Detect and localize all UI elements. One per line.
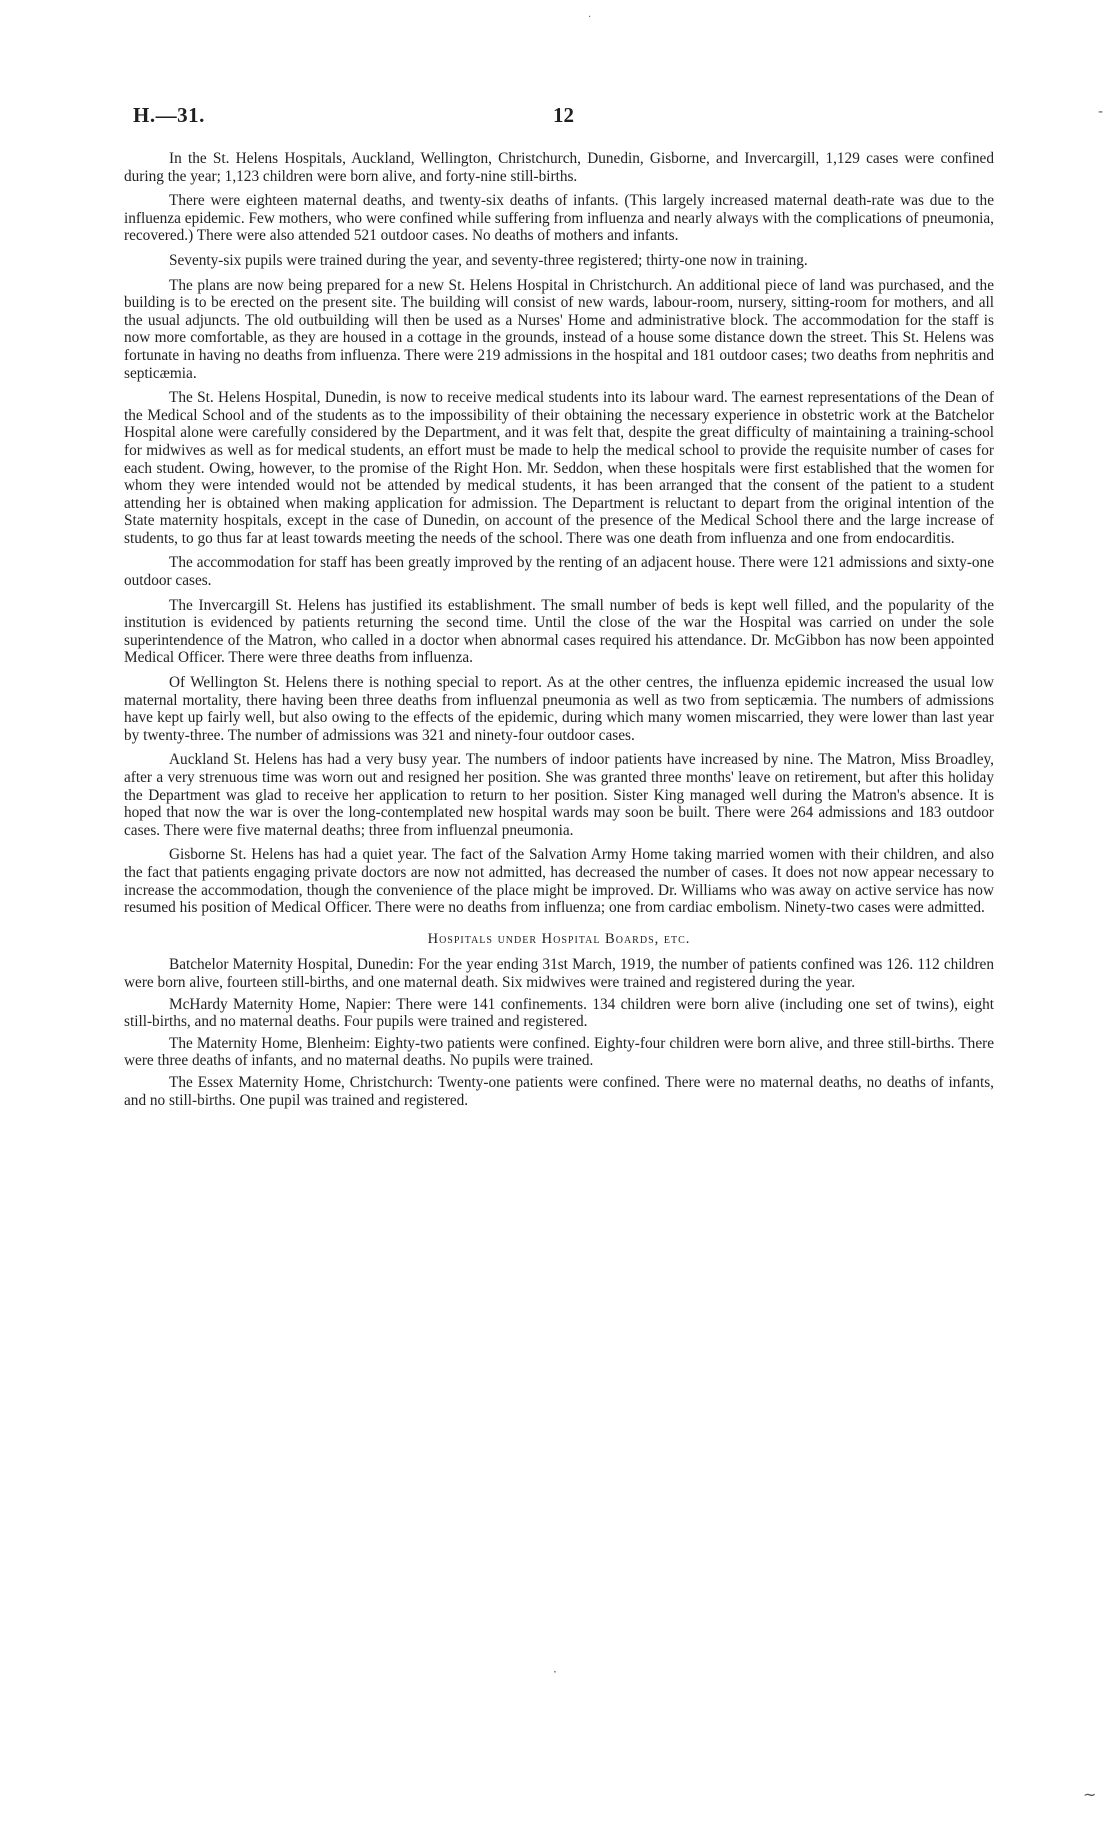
paragraph: Of Wellington St. Helens there is nothing special to report. As at the other centres, the influenza epidemic increased the usual low maternal mortality, there having been three deaths from influenzal pneumonia as well as two from septicæmia. The numbers of admissions have kept up fairly well, but also owing to the effects of the epidemic, during which many women miscarried, they were lower than last year by twenty-three. The number of admissions was 321 and ninety-four outdoor cases. (124, 674, 994, 744)
paragraph: Seventy-six pupils were trained during the year, and seventy-three registered; thirty-one now in training. (169, 251, 808, 269)
paragraph: The accommodation for staff has been greatly improved by the renting of an adjacent house. There were 121 admissions and sixty-one outdoor cases. (124, 554, 994, 590)
page-number: 12 (553, 103, 574, 127)
section-heading: Hospitals under Hospital Boards, etc. (427, 930, 691, 947)
hospital-entry: The Maternity Home, Blenheim: Eighty-two patients were confined. Eighty-four children were born alive, and three still-births. There were three deaths of infants, and no maternal deaths. No pupils were trained. (124, 1034, 994, 1070)
hospital-entry: The Essex Maternity Home, Christchurch: Twenty-one patients were confined. There were no maternal deaths, no deaths of infants, and no still-births. One pupil was trained and registered. (124, 1073, 994, 1109)
document-reference: H.—31. (133, 103, 205, 127)
scan-mark: ~ (1083, 1785, 1097, 1804)
paragraph: Auckland St. Helens has had a very busy year. The numbers of indoor patients have increased by nine. The Matron, Miss Broadley, after a very strenuous time was worn out and resigned her position. She was granted three months' leave on retirement, but after this holiday the Department was glad to receive her application to return to her position. Sister King managed well during the Matron's absence. It is hoped that now the war is over the long-contemplated new hospital wards may soon be built. There were 264 admissions and 183 outdoor cases. There were five maternal deaths; three from influenzal pneumonia. (124, 751, 994, 839)
hospital-entry: Batchelor Maternity Hospital, Dunedin: For the year ending 31st March, 1919, the number of patients confined was 126. 112 children were born alive, fourteen still-births, and one maternal death. Six midwives were trained and registered during the year. (124, 956, 994, 991)
scan-mark: · (553, 1665, 557, 1679)
paragraph: The St. Helens Hospital, Dunedin, is now to receive medical students into its labour ward. The earnest representations of the Dean of the Medical School and of the students as to the impossibility of their obtaining the necessary experience in obstetric work at the Batchelor Hospital alone were carefully considered by the Department, and it was felt that, despite the great difficulty of maintaining a training-school for midwives as well as for medical students, an effort must be made to help the medical school to provide the requisite number of cases for each student. Owing, however, to the promise of the Right Hon. Mr. Seddon, when these hospitals were first established that the women for whom they were intended would not be attended by medical students, it has been arranged that the consent of the patient to a student attending her is obtained when making application for admission. The Department is reluctant to depart from the original intention of the State maternity hospitals, except in the case of Dunedin, on account of the presence of the Medical School there and the large increase of students, to go thus far at least towards meeting the needs of the school. There was one death from influenza and one from endocarditis. (124, 389, 994, 547)
page-header (133, 103, 993, 133)
paragraph: The Invercargill St. Helens has justified its establishment. The small number of beds is kept well filled, and the popularity of the institution is evidenced by patients returning the second time. Until the close of the war the Hospital was carried on under the sole superintendence of the Matron, who called in a doctor when abnormal cases required his attendance. Dr. McGibbon has now been appointed Medical Officer. There were three deaths from influenza. (124, 596, 994, 667)
scan-mark: · (588, 12, 592, 23)
body-text (124, 150, 994, 1113)
paragraph: Gisborne St. Helens has had a quiet year. The fact of the Salvation Army Home taking married women with their children, and also the fact that patients engaging private doctors are now not admitted, has decreased the number of cases. It does not now appear necessary to increase the accommodation, though the convenience of the place might be improved. Dr. Williams who was away on active service has now resumed his position of Medical Officer. There were no deaths from influenza; one from cardiac embolism. Ninety-two cases were admitted. (124, 846, 994, 917)
paragraph: The plans are now being prepared for a new St. Helens Hospital in Christchurch. An additional piece of land was purchased, and the building is to be erected on the present site. The building will consist of new wards, labour-room, nursery, sitting-room for mothers, and all the usual adjuncts. The old outbuilding will then be used as a Nurses' Home and administrative block. The accommodation for the staff is now more comfortable, as they are housed in a cottage in the grounds, instead of a house some distance down the street. This St. Helens was fortunate in having no deaths from influenza. There were 219 admissions in the hospital and 181 outdoor cases; two deaths from nephritis and septicæmia. (124, 276, 994, 382)
paragraph: In the St. Helens Hospitals, Auckland, Wellington, Christchurch, Dunedin, Gisborne, and Invercargill, 1,129 cases were confined during the year; 1,123 children were born alive, and forty-nine still-births. (124, 150, 994, 185)
hospital-entry: McHardy Maternity Home, Napier: There were 141 confinements. 134 children were born alive (including one set of twins), eight still-births, and no maternal deaths. Four pupils were trained and registered. (124, 995, 994, 1031)
paragraph: There were eighteen maternal deaths, and twenty-six deaths of infants. (This largely increased maternal death-rate was due to the influenza epidemic. Few mothers, who were confined while suffering from influenza and nearly always with the complications of pneumonia, recovered.) There were also attended 521 outdoor cases. No deaths of mothers and infants. (124, 192, 994, 245)
scan-mark: ‐ (1098, 104, 1104, 120)
